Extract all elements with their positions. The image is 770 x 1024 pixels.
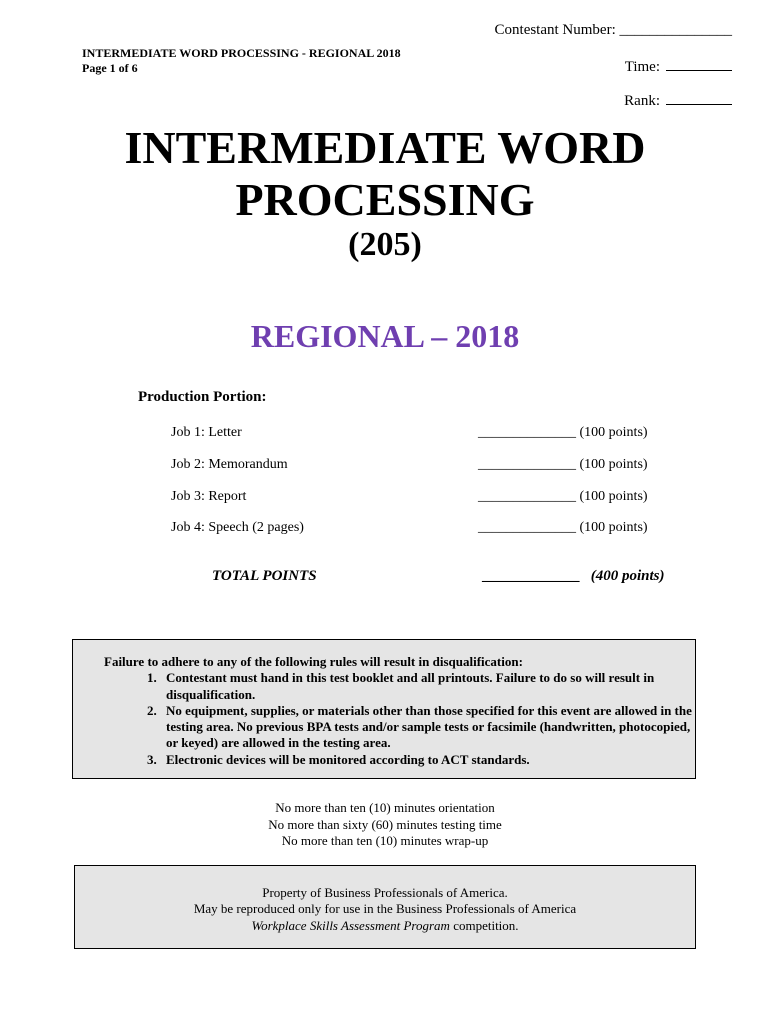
job-4-points bbox=[478, 520, 648, 536]
time-field bbox=[624, 50, 732, 84]
rules-list bbox=[104, 670, 694, 768]
time-limits bbox=[0, 800, 770, 850]
time-label: Time: bbox=[624, 59, 660, 75]
job-2-points-value: (100 points) bbox=[579, 457, 648, 472]
total-blank: _____________ bbox=[482, 568, 580, 584]
page-indicator: Page 1 of 6 bbox=[82, 61, 138, 75]
property-notice bbox=[74, 865, 696, 949]
event-line: INTERMEDIATE WORD PROCESSING - REGIONAL 2018 bbox=[82, 46, 401, 60]
event-header bbox=[82, 46, 401, 76]
job-4-blank: ______________ bbox=[478, 520, 576, 535]
contestant-number-label: Contestant Number: bbox=[494, 22, 616, 38]
total-points bbox=[482, 568, 665, 585]
rule-item: 3. Electronic devices will be monitored according to ACT standards. bbox=[160, 752, 694, 768]
job-1-blank: ______________ bbox=[478, 425, 576, 440]
job-3-blank: ______________ bbox=[478, 489, 576, 504]
event-code: (205) bbox=[348, 226, 422, 263]
time-blank-line bbox=[666, 70, 732, 71]
job-1-points-value: (100 points) bbox=[579, 425, 648, 440]
rank-field bbox=[624, 84, 732, 118]
contestant-number-blank: _______________ bbox=[619, 22, 732, 38]
title-line-2: PROCESSING bbox=[235, 174, 535, 225]
property-line-2: May be reproduced only for use in the Business Professionals of America bbox=[193, 901, 577, 917]
job-2-blank: ______________ bbox=[478, 457, 576, 472]
job-4-points-value: (100 points) bbox=[579, 520, 648, 535]
rank-label: Rank: bbox=[624, 93, 660, 109]
job-2-points bbox=[478, 457, 648, 473]
property-line-3 bbox=[75, 918, 695, 934]
total-points-label: TOTAL POINTS bbox=[212, 568, 317, 584]
page-title bbox=[0, 122, 770, 226]
testing-time: No more than sixty (60) minutes testing time bbox=[268, 816, 502, 832]
title-line-1: INTERMEDIATE WORD bbox=[124, 122, 646, 173]
program-name: Workplace Skills Assessment Program bbox=[251, 917, 450, 933]
rules-intro: Failure to adhere to any of the following rules will result in disqualification: bbox=[104, 654, 523, 669]
rank-blank-line bbox=[666, 104, 732, 105]
property-line-3-rest: competition. bbox=[449, 917, 519, 933]
job-1-points bbox=[478, 425, 648, 441]
rule-item: 2. No equipment, supplies, or materials other than those specified for this event are allowed in the testing area. No previous BPA tests and/or sample tests or facsimile (handwritten, photocopied, or keyed) are allowed in the testing area. bbox=[160, 703, 694, 752]
property-line-1: Property of Business Professionals of America. bbox=[262, 885, 508, 900]
production-heading: Production Portion: bbox=[138, 389, 267, 405]
job-1-name: Job 1: Letter bbox=[171, 425, 242, 440]
job-3-points-value: (100 points) bbox=[579, 489, 648, 504]
job-3-points bbox=[478, 489, 648, 505]
scoring-fields bbox=[624, 50, 732, 118]
regional-heading: REGIONAL – 2018 bbox=[250, 318, 520, 354]
rule-item: 1. Contestant must hand in this test booklet and all printouts. Failure to do so will result in disqualification. bbox=[160, 670, 694, 703]
rules-text bbox=[104, 654, 694, 768]
wrapup-time: No more than ten (10) minutes wrap-up bbox=[281, 833, 489, 848]
job-2-name: Job 2: Memorandum bbox=[171, 457, 288, 472]
total-points-value: (400 points) bbox=[590, 568, 665, 584]
orientation-time: No more than ten (10) minutes orientation bbox=[275, 800, 495, 815]
job-4-name: Job 4: Speech (2 pages) bbox=[171, 520, 304, 535]
job-3-name: Job 3: Report bbox=[171, 489, 247, 504]
contestant-number bbox=[495, 22, 732, 39]
